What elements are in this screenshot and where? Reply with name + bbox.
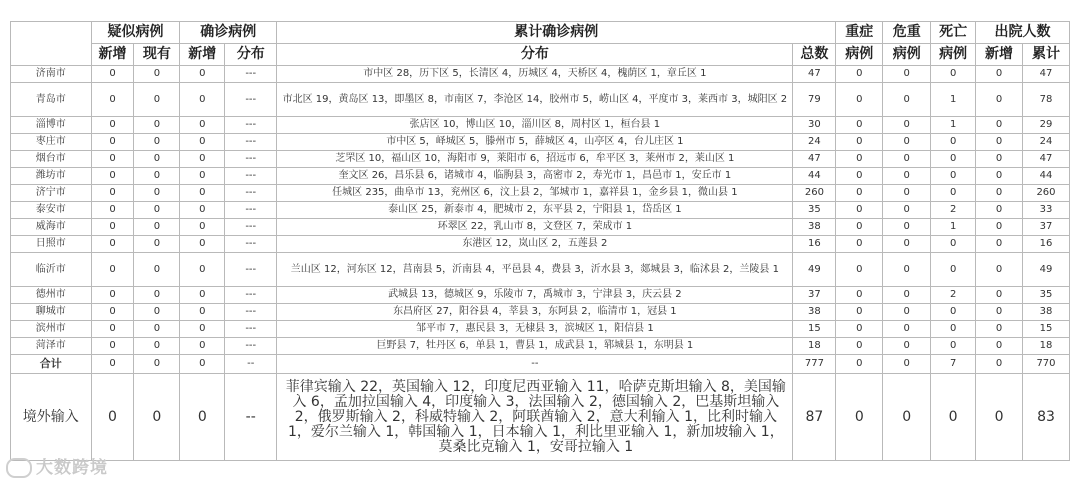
cell-confirmed-distribution: --- <box>225 83 277 117</box>
header-discharged-new: 新增 <box>976 44 1023 66</box>
cell-confirmed-new: 0 <box>180 321 225 338</box>
cell-discharged-total: 29 <box>1022 117 1069 134</box>
cell-confirmed-new: 0 <box>180 202 225 219</box>
cell-suspected-current: 0 <box>134 374 180 461</box>
cell-distribution: 环翠区 22，乳山市 8，文登区 7，荣成市 1 <box>277 219 793 236</box>
cell-suspected-new: 0 <box>91 83 134 117</box>
cell-critical: 0 <box>883 304 931 321</box>
cell-critical: 0 <box>883 338 931 355</box>
cell-confirmed-new: 0 <box>180 134 225 151</box>
header-death-cases: 病例 <box>931 44 976 66</box>
cell-severe: 0 <box>836 202 883 219</box>
cell-cumulative-total: 79 <box>793 83 836 117</box>
cell-cumulative-total: 38 <box>793 219 836 236</box>
cell-city: 境外输入 <box>11 374 92 461</box>
header-suspected-current: 现有 <box>134 44 180 66</box>
cell-discharged-total: 18 <box>1022 338 1069 355</box>
cell-suspected-current: 0 <box>134 151 180 168</box>
header-confirmed-new: 新增 <box>180 44 225 66</box>
cell-severe: 0 <box>836 134 883 151</box>
cell-confirmed-new: 0 <box>180 338 225 355</box>
cell-discharged-new: 0 <box>976 374 1023 461</box>
cell-cumulative-total: 30 <box>793 117 836 134</box>
cell-confirmed-new: 0 <box>180 66 225 83</box>
cell-death: 2 <box>931 202 976 219</box>
cell-critical: 0 <box>883 355 931 374</box>
header-cumulative-total: 总数 <box>793 44 836 66</box>
table-row <box>11 236 1070 253</box>
cell-distribution: 市中区 5，峄城区 5，滕州市 5，薛城区 4，山亭区 4，台儿庄区 1 <box>277 134 793 151</box>
cell-city: 日照市 <box>11 236 92 253</box>
watermark-logo-icon <box>6 458 32 478</box>
cell-death: 0 <box>931 304 976 321</box>
cell-suspected-new: 0 <box>91 66 134 83</box>
cell-critical: 0 <box>883 185 931 202</box>
cell-distribution: 泰山区 25，新泰市 4，肥城市 2，东平县 2，宁阳县 1，岱岳区 1 <box>277 202 793 219</box>
cell-discharged-new: 0 <box>976 304 1023 321</box>
cell-cumulative-total: 44 <box>793 168 836 185</box>
cell-city: 菏泽市 <box>11 338 92 355</box>
cell-confirmed-distribution: --- <box>225 253 277 287</box>
header-cumulative-distribution: 分布 <box>277 44 793 66</box>
cell-confirmed-new: 0 <box>180 168 225 185</box>
cell-confirmed-distribution: --- <box>225 219 277 236</box>
cell-cumulative-total: 49 <box>793 253 836 287</box>
cell-discharged-new: 0 <box>976 355 1023 374</box>
cell-distribution: 巨野县 7，牡丹区 6，单县 1，曹县 1，成武县 1，郓城县 1，东明县 1 <box>277 338 793 355</box>
cell-severe: 0 <box>836 304 883 321</box>
cell-critical: 0 <box>883 83 931 117</box>
cell-death: 0 <box>931 134 976 151</box>
cell-severe: 0 <box>836 83 883 117</box>
cell-severe: 0 <box>836 117 883 134</box>
cell-suspected-new: 0 <box>91 338 134 355</box>
cell-discharged-new: 0 <box>976 253 1023 287</box>
cell-discharged-total: 47 <box>1022 151 1069 168</box>
cell-suspected-new: 0 <box>91 236 134 253</box>
cell-suspected-new: 0 <box>91 134 134 151</box>
cell-city: 聊城市 <box>11 304 92 321</box>
cell-discharged-total: 35 <box>1022 287 1069 304</box>
cell-discharged-total: 260 <box>1022 185 1069 202</box>
cell-suspected-current: 0 <box>134 66 180 83</box>
table-row <box>11 321 1070 338</box>
cell-suspected-current: 0 <box>134 304 180 321</box>
cell-cumulative-total: 16 <box>793 236 836 253</box>
cell-discharged-new: 0 <box>976 338 1023 355</box>
cell-suspected-new: 0 <box>91 202 134 219</box>
table-row <box>11 168 1070 185</box>
table-row <box>11 185 1070 202</box>
cell-cumulative-total: 777 <box>793 355 836 374</box>
cell-suspected-current: 0 <box>134 236 180 253</box>
cell-distribution: 武城县 13，德城区 9，乐陵市 7，禹城市 3，宁津县 3，庆云县 2 <box>277 287 793 304</box>
cell-confirmed-distribution: --- <box>225 321 277 338</box>
cell-confirmed-distribution: --- <box>225 202 277 219</box>
cell-death: 1 <box>931 83 976 117</box>
cell-city: 威海市 <box>11 219 92 236</box>
header-severe-cases: 病例 <box>836 44 883 66</box>
cell-cumulative-total: 37 <box>793 287 836 304</box>
cell-discharged-total: 15 <box>1022 321 1069 338</box>
cell-discharged-new: 0 <box>976 83 1023 117</box>
cell-death: 0 <box>931 236 976 253</box>
cell-confirmed-distribution: -- <box>225 355 277 374</box>
cell-city: 青岛市 <box>11 83 92 117</box>
cell-suspected-new: 0 <box>91 219 134 236</box>
cell-suspected-current: 0 <box>134 321 180 338</box>
cell-confirmed-new: 0 <box>180 287 225 304</box>
cell-severe: 0 <box>836 236 883 253</box>
cell-discharged-new: 0 <box>976 219 1023 236</box>
cell-death: 0 <box>931 321 976 338</box>
table-row <box>11 151 1070 168</box>
cell-discharged-total: 78 <box>1022 83 1069 117</box>
cell-discharged-new: 0 <box>976 134 1023 151</box>
cell-confirmed-new: 0 <box>180 219 225 236</box>
covid-stats-table <box>10 21 1070 461</box>
table-row <box>11 355 1070 374</box>
cell-discharged-new: 0 <box>976 236 1023 253</box>
cell-severe: 0 <box>836 185 883 202</box>
header-suspected-new: 新增 <box>91 44 134 66</box>
cell-discharged-total: 33 <box>1022 202 1069 219</box>
cell-cumulative-total: 260 <box>793 185 836 202</box>
cell-critical: 0 <box>883 151 931 168</box>
cell-suspected-current: 0 <box>134 168 180 185</box>
header-confirmed: 确诊病例 <box>180 22 277 44</box>
cell-suspected-current: 0 <box>134 83 180 117</box>
cell-confirmed-distribution: --- <box>225 168 277 185</box>
cell-confirmed-distribution: --- <box>225 134 277 151</box>
cell-death: 0 <box>931 185 976 202</box>
cell-confirmed-new: 0 <box>180 374 225 461</box>
cell-cumulative-total: 38 <box>793 304 836 321</box>
cell-city: 泰安市 <box>11 202 92 219</box>
cell-city: 淄博市 <box>11 117 92 134</box>
cell-discharged-total: 16 <box>1022 236 1069 253</box>
cell-critical: 0 <box>883 321 931 338</box>
cell-confirmed-distribution: --- <box>225 117 277 134</box>
table-row <box>11 374 1070 461</box>
cell-distribution: 任城区 235，曲阜市 13，兖州区 6，汶上县 2，邹城市 1，嘉祥县 1，金乡县 1，微山县 1 <box>277 185 793 202</box>
cell-cumulative-total: 15 <box>793 321 836 338</box>
cell-distribution: 市中区 28，历下区 5，长清区 4，历城区 4，天桥区 4，槐荫区 1，章丘区 1 <box>277 66 793 83</box>
cell-discharged-total: 83 <box>1022 374 1069 461</box>
table-row <box>11 338 1070 355</box>
cell-critical: 0 <box>883 66 931 83</box>
cell-death: 0 <box>931 168 976 185</box>
cell-distribution: 市北区 19，黄岛区 13，即墨区 8，市南区 7，李沧区 14，胶州市 5，崂山区 4，平度市 3，莱西市 3，城阳区 2 <box>277 83 793 117</box>
cell-suspected-new: 0 <box>91 253 134 287</box>
cell-city: 济南市 <box>11 66 92 83</box>
cell-confirmed-new: 0 <box>180 185 225 202</box>
cell-severe: 0 <box>836 168 883 185</box>
cell-discharged-total: 24 <box>1022 134 1069 151</box>
cell-severe: 0 <box>836 374 883 461</box>
cell-severe: 0 <box>836 287 883 304</box>
cell-death: 0 <box>931 374 976 461</box>
table-row <box>11 202 1070 219</box>
cell-distribution: 东昌府区 27，阳谷县 4，莘县 3，东阿县 2，临清市 1，冠县 1 <box>277 304 793 321</box>
cell-city: 德州市 <box>11 287 92 304</box>
cell-severe: 0 <box>836 321 883 338</box>
cell-severe: 0 <box>836 355 883 374</box>
cell-death: 0 <box>931 338 976 355</box>
cell-discharged-total: 770 <box>1022 355 1069 374</box>
table-row <box>11 304 1070 321</box>
cell-suspected-current: 0 <box>134 219 180 236</box>
cell-city: 滨州市 <box>11 321 92 338</box>
cell-severe: 0 <box>836 66 883 83</box>
cell-cumulative-total: 47 <box>793 66 836 83</box>
header-discharged: 出院人数 <box>976 22 1070 44</box>
cell-distribution: 奎文区 26，昌乐县 6，诸城市 4，临朐县 3，高密市 2，寿光市 1，昌邑市 1，安丘市 1 <box>277 168 793 185</box>
cell-confirmed-new: 0 <box>180 355 225 374</box>
cell-suspected-new: 0 <box>91 321 134 338</box>
cell-distribution: 邹平市 7，惠民县 3，无棣县 3，滨城区 1，阳信县 1 <box>277 321 793 338</box>
cell-suspected-current: 0 <box>134 134 180 151</box>
cell-discharged-total: 44 <box>1022 168 1069 185</box>
watermark-text: 大数跨境 <box>36 458 108 478</box>
cell-cumulative-total: 47 <box>793 151 836 168</box>
cell-confirmed-distribution: --- <box>225 287 277 304</box>
cell-suspected-new: 0 <box>91 185 134 202</box>
cell-cumulative-total: 35 <box>793 202 836 219</box>
cell-distribution: -- <box>277 355 793 374</box>
cell-suspected-new: 0 <box>91 151 134 168</box>
cell-city: 济宁市 <box>11 185 92 202</box>
cell-suspected-current: 0 <box>134 185 180 202</box>
table-row <box>11 117 1070 134</box>
header-discharged-accum: 累计 <box>1022 44 1069 66</box>
cell-suspected-new: 0 <box>91 304 134 321</box>
cell-discharged-total: 47 <box>1022 66 1069 83</box>
cell-discharged-total: 37 <box>1022 219 1069 236</box>
cell-cumulative-total: 87 <box>793 374 836 461</box>
cell-distribution: 菲律宾输入 22，英国输入 12，印度尼西亚输入 11，哈萨克斯坦输入 8，美国输入 6，孟加拉国输入 4，印度输入 3，法国输入 2，德国输入 2，巴基斯坦输入 2，俄罗斯输入 2，科威特输入 2，阿联酋输入 2，意大利输入 1，比利时输入 1，爱尔兰输入 1，韩国输入 1，日本输入 1，利比里亚输入 1，新加坡输入 1，莫桑比克输入 1，安哥拉输入 1 <box>277 374 793 461</box>
cell-cumulative-total: 18 <box>793 338 836 355</box>
cell-suspected-current: 0 <box>134 202 180 219</box>
cell-confirmed-distribution: --- <box>225 338 277 355</box>
cell-cumulative-total: 24 <box>793 134 836 151</box>
cell-city: 临沂市 <box>11 253 92 287</box>
header-confirmed-distribution: 分布 <box>225 44 277 66</box>
cell-confirmed-new: 0 <box>180 117 225 134</box>
cell-distribution: 张店区 10，博山区 10，淄川区 8，周村区 1，桓台县 1 <box>277 117 793 134</box>
cell-suspected-current: 0 <box>134 355 180 374</box>
cell-severe: 0 <box>836 151 883 168</box>
cell-confirmed-new: 0 <box>180 253 225 287</box>
cell-distribution: 芝罘区 10，福山区 10，海阳市 9，莱阳市 6，招远市 6，牟平区 3，莱州市 2，莱山区 1 <box>277 151 793 168</box>
cell-confirmed-distribution: --- <box>225 236 277 253</box>
cell-death: 1 <box>931 219 976 236</box>
cell-discharged-new: 0 <box>976 185 1023 202</box>
cell-discharged-new: 0 <box>976 321 1023 338</box>
table-row <box>11 253 1070 287</box>
cell-critical: 0 <box>883 236 931 253</box>
table-row <box>11 134 1070 151</box>
header-critical-cases: 病例 <box>883 44 931 66</box>
cell-death: 0 <box>931 151 976 168</box>
watermark <box>6 453 108 478</box>
header-suspected: 疑似病例 <box>91 22 180 44</box>
cell-death: 2 <box>931 287 976 304</box>
cell-suspected-new: 0 <box>91 374 134 461</box>
cell-death: 0 <box>931 253 976 287</box>
cell-distribution: 东港区 12，岚山区 2，五莲县 2 <box>277 236 793 253</box>
cell-death: 1 <box>931 117 976 134</box>
cell-discharged-new: 0 <box>976 66 1023 83</box>
cell-confirmed-new: 0 <box>180 151 225 168</box>
cell-discharged-total: 38 <box>1022 304 1069 321</box>
cell-critical: 0 <box>883 374 931 461</box>
header-death: 死亡 <box>931 22 976 44</box>
cell-discharged-new: 0 <box>976 202 1023 219</box>
cell-confirmed-new: 0 <box>180 236 225 253</box>
cell-confirmed-distribution: -- <box>225 374 277 461</box>
cell-discharged-total: 49 <box>1022 253 1069 287</box>
cell-discharged-new: 0 <box>976 168 1023 185</box>
cell-suspected-current: 0 <box>134 338 180 355</box>
cell-confirmed-new: 0 <box>180 304 225 321</box>
cell-discharged-new: 0 <box>976 287 1023 304</box>
cell-suspected-current: 0 <box>134 117 180 134</box>
cell-suspected-current: 0 <box>134 287 180 304</box>
cell-critical: 0 <box>883 117 931 134</box>
corner-cell <box>11 22 92 66</box>
cell-severe: 0 <box>836 219 883 236</box>
cell-death: 0 <box>931 66 976 83</box>
header-critical: 危重 <box>883 22 931 44</box>
table-row <box>11 219 1070 236</box>
cell-city: 枣庄市 <box>11 134 92 151</box>
cell-critical: 0 <box>883 219 931 236</box>
cell-death: 7 <box>931 355 976 374</box>
cell-discharged-new: 0 <box>976 117 1023 134</box>
cell-critical: 0 <box>883 202 931 219</box>
cell-confirmed-distribution: --- <box>225 304 277 321</box>
table-row <box>11 287 1070 304</box>
table-row <box>11 66 1070 83</box>
cell-critical: 0 <box>883 253 931 287</box>
cell-confirmed-new: 0 <box>180 83 225 117</box>
cell-suspected-new: 0 <box>91 287 134 304</box>
cell-city: 潍坊市 <box>11 168 92 185</box>
cell-confirmed-distribution: --- <box>225 151 277 168</box>
cell-confirmed-distribution: --- <box>225 66 277 83</box>
cell-suspected-new: 0 <box>91 117 134 134</box>
cell-severe: 0 <box>836 338 883 355</box>
cell-critical: 0 <box>883 287 931 304</box>
cell-suspected-new: 0 <box>91 168 134 185</box>
cell-distribution: 兰山区 12，河东区 12，莒南县 5，沂南县 4，平邑县 4，费县 3，沂水县 3，郯城县 3，临沭县 2，兰陵县 1 <box>277 253 793 287</box>
header-severe: 重症 <box>836 22 883 44</box>
table-row <box>11 83 1070 117</box>
cell-critical: 0 <box>883 168 931 185</box>
cell-suspected-current: 0 <box>134 253 180 287</box>
cell-discharged-new: 0 <box>976 151 1023 168</box>
cell-confirmed-distribution: --- <box>225 185 277 202</box>
cell-city: 合计 <box>11 355 92 374</box>
cell-critical: 0 <box>883 134 931 151</box>
cell-suspected-new: 0 <box>91 355 134 374</box>
cell-severe: 0 <box>836 253 883 287</box>
header-cumulative: 累计确诊病例 <box>277 22 836 44</box>
cell-city: 烟台市 <box>11 151 92 168</box>
